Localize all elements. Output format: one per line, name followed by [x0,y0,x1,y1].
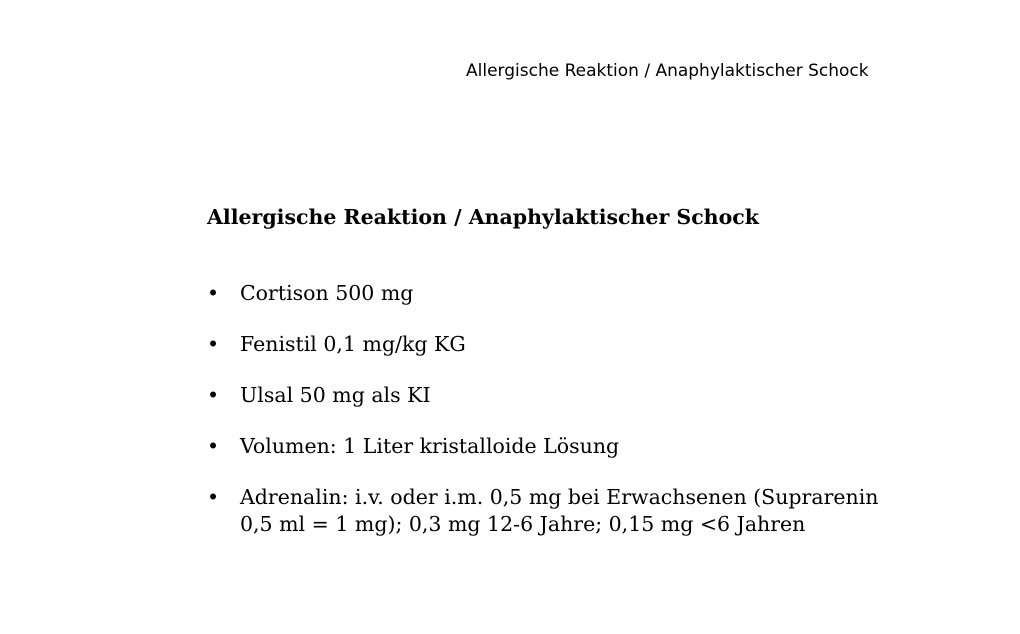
running-header: Allergische Reaktion / Anaphylaktischer Schock [466,61,869,81]
slide-title: Allergische Reaktion / Anaphylaktischer Schock [207,205,759,229]
bullet-item-cortison: • Cortison 500 mg [207,280,897,307]
bullet-item-ulsal: • Ulsal 50 mg als KI [207,382,897,409]
bullet-item-adrenalin: • Adrenalin: i.v. oder i.m. 0,5 mg bei Erwachsenen (Suprarenin 0,5 ml = 1 mg); 0,3 mg 12-6 Jahre; 0,15 mg <6 Jahren [207,484,897,537]
bullet-list [207,280,897,562]
bullet-item-volumen: • Volumen: 1 Liter kristalloide Lösung [207,433,897,460]
bullet-item-fenistil: • Fenistil 0,1 mg/kg KG [207,331,897,358]
